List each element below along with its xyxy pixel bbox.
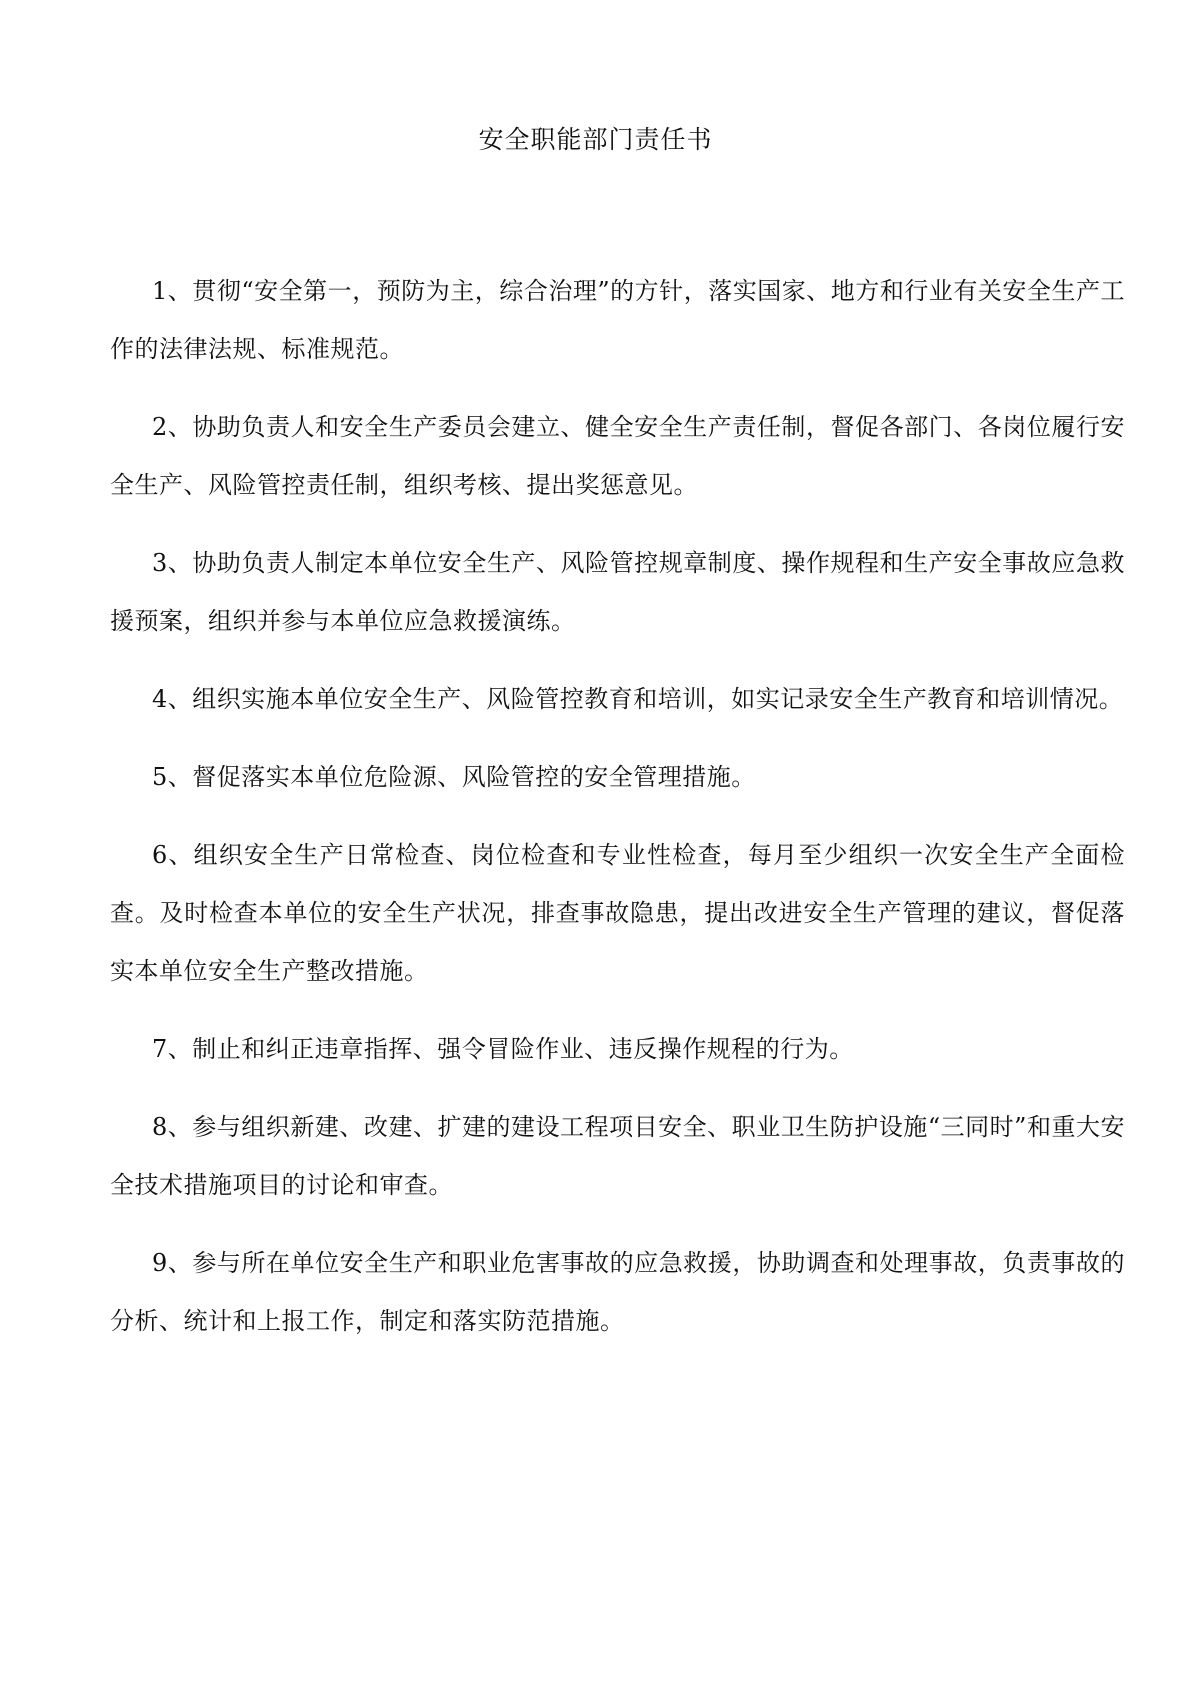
responsibility-list <box>110 262 1125 1370</box>
list-item: 3、协助负责人制定本单位安全生产、风险管控规章制度、操作规程和生产安全事故应急救援预案，组织并参与本单位应急救援演练。 <box>110 549 1125 635</box>
list-item: 5、督促落实本单位危险源、风险管控的安全管理措施。 <box>152 763 756 791</box>
list-item: 9、参与所在单位安全生产和职业危害事故的应急救援，协助调查和处理事故，负责事故的分析、统计和上报工作，制定和落实防范措施。 <box>110 1249 1125 1335</box>
list-item: 1、贯彻“安全第一，预防为主，综合治理”的方针，落实国家、地方和行业有关安全生产工作的法律法规、标准规范。 <box>110 277 1125 363</box>
list-item: 7、制止和纠正违章指挥、强令冒险作业、违反操作规程的行为。 <box>152 1035 854 1063</box>
list-item: 4、组织实施本单位安全生产、风险管控教育和培训，如实记录安全生产教育和培训情况。 <box>152 685 1124 713</box>
list-item: 6、组织安全生产日常检查、岗位检查和专业性检查，每月至少组织一次安全生产全面检查。及时检查本单位的安全生产状况，排查事故隐患，提出改进安全生产管理的建议，督促落实本单位安全生产整改措施。 <box>110 841 1125 985</box>
list-item: 2、协助负责人和安全生产委员会建立、健全安全生产责任制，督促各部门、各岗位履行安全生产、风险管控责任制，组织考核、提出奖惩意见。 <box>110 413 1125 499</box>
document-title: 安全职能部门责任书 <box>478 125 713 154</box>
list-item: 8、参与组织新建、改建、扩建的建设工程项目安全、职业卫生防护设施“三同时”和重大安全技术措施项目的讨论和审查。 <box>110 1113 1125 1199</box>
